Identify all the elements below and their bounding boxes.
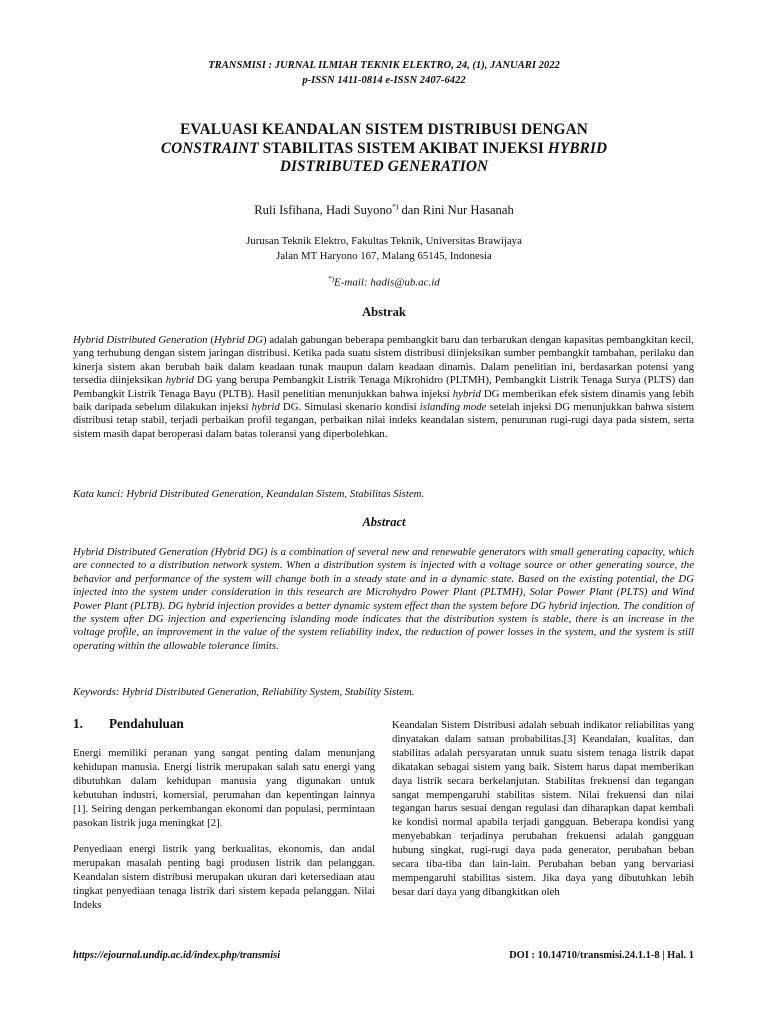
- title-constraint: CONSTRAINT: [160, 139, 259, 157]
- paper-title: [90, 121, 678, 177]
- journal-header: [0, 58, 768, 88]
- abstrak-body: [73, 334, 694, 441]
- abstrak-text-run: DG yang berupa Pembangkit Listrik Tenaga Mikrohidro (PLTMH), Pembangkit Listrik Tenaga Surya (PLTS) dan Pembangkit Listrik Tenaga Bayu (PLTB). Hasil penelitian menunjukkan bahwa injeksi: [73, 374, 695, 400]
- abstrak-text-run: (: [207, 334, 214, 346]
- journal-issn: p-ISSN 1411-0814 e-ISSN 2407-6422: [302, 75, 466, 86]
- affiliation-line-2: Jalan MT Haryono 167, Malang 65145, Indonesia: [276, 249, 492, 262]
- email-mark: *): [328, 275, 335, 283]
- authors-first: Ruli Isfihana, Hadi Suyono: [254, 203, 393, 218]
- abstrak-term: hybrid: [452, 387, 481, 400]
- footer-url[interactable]: https://ejournal.undip.ac.id/index.php/transmisi: [73, 950, 281, 961]
- abstrak-term: hybrid: [165, 374, 194, 387]
- abstract-heading: Abstract: [362, 515, 406, 529]
- affiliation: [0, 234, 768, 263]
- journal-name: TRANSMISI : JURNAL ILMIAH TEKNIK ELEKTRO, 24, (1), JANUARI 2022: [208, 60, 560, 71]
- paragraph-1: Energi memiliki peranan yang sangat penting dalam menunjang kehidupan manusia. Energi listrik merupakan salah satu energi yang dibutuhkan dalam kehidupan manusia yang digunakan untuk kebutuhan industri, komersial, perumahan dan kepentingan lainnya [1]. Seiring dengan perkembangan ekonomi dan populasi, permintaan pasokan listrik juga meningkat [2].: [73, 747, 375, 829]
- left-column: [73, 716, 375, 913]
- title-line-1: EVALUASI KEANDALAN SISTEM DISTRIBUSI DENGAN: [180, 121, 588, 138]
- section-number: 1.: [73, 716, 83, 731]
- affiliation-line-1: Jurusan Teknik Elektro, Fakultas Teknik, Universitas Brawijaya: [246, 235, 522, 247]
- abstrak-term: Hybrid Distributed Generation: [73, 334, 208, 346]
- kata-kunci: Kata kunci: Hybrid Distributed Generation, Keandalan Sistem, Stabilitas Sistem.: [73, 488, 425, 500]
- title-hybrid: HYBRID: [547, 139, 608, 157]
- author-list: [0, 202, 768, 218]
- title-dg: DISTRIBUTED GENERATION: [279, 158, 489, 175]
- abstrak-heading: Abstrak: [362, 305, 406, 319]
- abstrak-text-run: DG. Simulasi skenario kondisi: [279, 401, 420, 414]
- title-middle: STABILITAS SISTEM AKIBAT INJEKSI: [258, 139, 548, 157]
- corresponding-email: [0, 275, 768, 289]
- section-heading-introduction: [73, 716, 375, 732]
- paragraph-2: Penyediaan energi listrik yang berkualitas, ekonomis, dan andal merupakan masalah penting bagi produsen listrik dan pelanggan. Keandalan sistem distribusi merupakan ukuran dari ketersediaan atau tingkat penyediaan tenaga listrik dari sistem kepada pelanggan. Nilai Indeks: [73, 843, 375, 912]
- title-line-2: [90, 140, 678, 159]
- right-column: [392, 719, 694, 900]
- author-mark: *): [392, 202, 399, 211]
- title-line-3: [90, 158, 678, 177]
- abstrak-term: hybrid: [251, 401, 280, 414]
- abstrak-text-run: ) adalah gabungan beberapa pembangkit baru dan terbarukan dengan kapasitas pembangkitan kecil, yang terhubung dengan sistem jaringan distribusi. Ketika pada suatu sistem distribusi diinjeksikan sumber pembangkit tambahan, perilaku dan kinerja sistem akan berubah baik dalam keadaan tunak maupun dalam keadaan dinamis. Dalam penelitian ini, berdasarkan potensi yang tersedia diinjeksikan: [73, 334, 694, 387]
- abstract-body: Hybrid Distributed Generation (Hybrid DG) is a combination of several new and renewable generators with small generating capacity, which are connected to a distribution network system. When a distribution system is injected with a voltage source or other generating source, the behavior and performance of the system will change both in a steady state and in a dynamic state. Based on the existing potential, the DG injected into the system under consideration in this research are Microhydro Power Plant (PLTMH), Solar Power Plant (PLTS) and Wind Power Plant (PLTB). DG hybrid injection provides a better dynamic system effect than the system before DG hybrid injection. The condition of the system after DG injection and experiencing islanding mode indicates that the distribution system is stable, there is an increase in the voltage profile, an improvement in the value of the system reliability index, the reduction of power losses in the system, and the system is still operating within the allowable tolerance limits.: [73, 546, 694, 652]
- email-text: E-mail: hadis@ub.ac.id: [334, 276, 440, 289]
- authors-last: dan Rini Nur Hasanah: [398, 203, 514, 218]
- keywords: Keywords: Hybrid Distributed Generation, Reliability System, Stability Sistem.: [73, 686, 415, 698]
- footer-doi-page: DOI : 10.14710/transmisi.24.1.1-8 | Hal. 1: [509, 950, 694, 961]
- abstrak-text-run: setelah injeksi DG menunjukkan bahwa sistem distribusi tetap stabil, terjadi perbaikan profil tegangan, perbaikan nilai indeks keandalan sistem, penurunan rugi-rugi daya pada sistem, serta sistem masih dapat beroperasi dalam batas toleransi yang diperbolehkan.: [73, 401, 694, 440]
- abstrak-text-run: DG memberikan efek sistem dinamis yang lebih baik daripada sebelum dilakukan injeksi: [73, 387, 695, 414]
- paragraph-3: Keandalan Sistem Distribusi adalah sebuah indikator reliabilitas yang dinyatakan dalam satuan probabilitas.[3] Keandalan, kualitas, dan stabilitas adalah persyaratan untuk suatu sistem tenaga listrik dapat dikatakan sebagai sistem yang baik. Sistem harus dapat memberikan daya listrik secara berkelanjutan. Stabilitas frekuensi dan tegangan sangat mempengaruhi stabilitas sistem. Nilai frekuensi dan nilai tegangan harus sesuai dengan regulasi dan diharapkan dapat kembali ke kondisi normal apabila terjadi gangguan. Beberapa kondisi yang menyebabkan terjadinya perubahan frekuensi adalah gangguan hubung singkat, rugi-rugi daya pada generator, perubahan beban secara tiba-tiba dan lain-lain. Perubahan beban yang bervariasi mempengaruhi stabilitas sistem. Jika daya yang dibutuhkan lebih besar dari daya yang dibangkitkan oleh: [392, 719, 694, 898]
- section-title: Pendahuluan: [109, 716, 184, 731]
- abstrak-term: islanding mode: [419, 401, 487, 414]
- abstrak-term: Hybrid DG: [213, 334, 263, 346]
